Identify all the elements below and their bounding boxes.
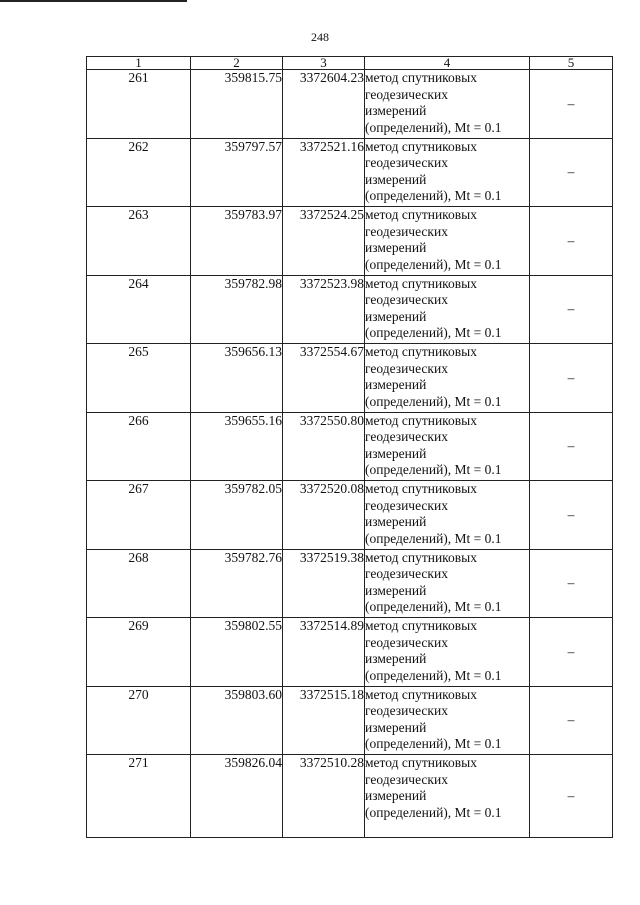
- y-coordinate-cell: 3372524.25: [283, 207, 365, 276]
- method-line: (определений), Mt = 0.1: [365, 667, 502, 683]
- x-coordinate-cell: 359826.04: [191, 755, 283, 838]
- method-line: метод спутниковых: [365, 755, 477, 770]
- x-coordinate-cell: 359815.75: [191, 70, 283, 139]
- method-cell: [365, 207, 530, 276]
- method-line: (определений), Mt = 0.1: [365, 736, 502, 751]
- x-coordinate-cell: 359656.13: [191, 344, 283, 413]
- method-line: (определений), Mt = 0.1: [365, 325, 502, 340]
- note-cell: –: [530, 686, 613, 755]
- x-coordinate-cell: 359803.60: [191, 686, 283, 755]
- table-row: [87, 686, 613, 755]
- note-cell: –: [530, 275, 613, 344]
- method-cell: [365, 70, 530, 139]
- table-row: [87, 618, 613, 687]
- point-number-cell: 270: [87, 686, 191, 755]
- method-line: измерений: [365, 171, 427, 187]
- note-cell: –: [530, 618, 613, 687]
- note-cell: –: [530, 207, 613, 276]
- point-number-cell: 267: [87, 481, 191, 550]
- note-cell: –: [530, 138, 613, 207]
- x-coordinate-cell: 359782.05: [191, 481, 283, 550]
- method-cell: [365, 481, 530, 550]
- y-coordinate-cell: 3372523.98: [283, 275, 365, 344]
- x-coordinate-cell: 359782.98: [191, 275, 283, 344]
- y-coordinate-cell: 3372554.67: [283, 344, 365, 413]
- header-col-5: 5: [530, 57, 613, 70]
- method-line: метод спутниковых: [365, 138, 477, 154]
- y-coordinate-cell: 3372550.80: [283, 412, 365, 481]
- method-cell: [365, 344, 530, 413]
- table-row: [87, 344, 613, 413]
- table-row: [87, 70, 613, 139]
- note-cell: –: [530, 481, 613, 550]
- header-col-3: 3: [283, 57, 365, 70]
- table-row: [87, 275, 613, 344]
- method-line: измерений: [365, 308, 427, 324]
- y-coordinate-cell: 3372604.23: [283, 70, 365, 139]
- y-coordinate-cell: 3372514.89: [283, 618, 365, 687]
- method-line: геодезических: [365, 360, 448, 376]
- method-line: метод спутниковых: [365, 481, 477, 496]
- method-line: (определений), Mt = 0.1: [365, 256, 502, 272]
- header-col-1: 1: [87, 57, 191, 70]
- method-line: (определений), Mt = 0.1: [365, 119, 502, 135]
- method-line: (определений), Mt = 0.1: [365, 599, 502, 614]
- note-cell: –: [530, 412, 613, 481]
- method-line: измерений: [365, 514, 427, 529]
- point-number-cell: 263: [87, 207, 191, 276]
- table-row: [87, 207, 613, 276]
- method-line: (определений), Mt = 0.1: [365, 462, 502, 477]
- method-line: геодезических: [365, 634, 448, 650]
- note-cell: –: [530, 755, 613, 838]
- point-number-cell: 269: [87, 618, 191, 687]
- method-cell: [365, 755, 530, 838]
- top-rule: [0, 0, 187, 2]
- method-line: геодезических: [365, 155, 448, 170]
- method-line: геодезических: [365, 223, 448, 239]
- point-number-cell: 265: [87, 344, 191, 413]
- point-number-cell: 268: [87, 549, 191, 618]
- method-cell: [365, 686, 530, 755]
- method-line: измерений: [365, 719, 427, 735]
- y-coordinate-cell: 3372521.16: [283, 138, 365, 207]
- point-number-cell: 261: [87, 70, 191, 139]
- method-line: измерений: [365, 582, 427, 598]
- method-cell: [365, 138, 530, 207]
- page-number: 248: [311, 30, 329, 44]
- point-number-cell: 264: [87, 275, 191, 344]
- point-number-cell: 266: [87, 412, 191, 481]
- table-row: [87, 755, 613, 838]
- method-cell: [365, 412, 530, 481]
- header-col-4: 4: [365, 57, 530, 70]
- table-body: [87, 70, 613, 838]
- header-col-2: 2: [191, 57, 283, 70]
- point-number-cell: 262: [87, 138, 191, 207]
- method-line: геодезических: [365, 86, 448, 102]
- y-coordinate-cell: 3372519.38: [283, 549, 365, 618]
- note-cell: –: [530, 344, 613, 413]
- method-line: геодезических: [365, 771, 448, 787]
- method-line: измерений: [365, 240, 427, 255]
- method-line: метод спутниковых: [365, 275, 477, 291]
- x-coordinate-cell: 359802.55: [191, 618, 283, 687]
- method-line: геодезических: [365, 429, 448, 444]
- method-line: метод спутниковых: [365, 207, 477, 222]
- x-coordinate-cell: 359655.16: [191, 412, 283, 481]
- table-header-row: [87, 57, 613, 70]
- coordinates-table: [86, 56, 613, 838]
- table-row: [87, 481, 613, 550]
- table-row: [87, 412, 613, 481]
- method-line: геодезических: [365, 497, 448, 513]
- method-line: (определений), Mt = 0.1: [365, 393, 502, 409]
- method-line: измерений: [365, 651, 427, 666]
- method-line: геодезических: [365, 292, 448, 307]
- method-line: (определений), Mt = 0.1: [365, 188, 502, 203]
- method-line: метод спутниковых: [365, 344, 477, 359]
- method-cell: [365, 549, 530, 618]
- method-line: геодезических: [365, 703, 448, 718]
- x-coordinate-cell: 359783.97: [191, 207, 283, 276]
- method-line: метод спутниковых: [365, 70, 477, 85]
- table-row: [87, 549, 613, 618]
- y-coordinate-cell: 3372515.18: [283, 686, 365, 755]
- method-line: метод спутниковых: [365, 686, 477, 702]
- method-line: геодезических: [365, 566, 448, 581]
- method-line: (определений), Mt = 0.1: [365, 804, 502, 820]
- method-cell: [365, 275, 530, 344]
- method-line: метод спутниковых: [365, 549, 477, 565]
- x-coordinate-cell: 359797.57: [191, 138, 283, 207]
- method-line: измерений: [365, 788, 427, 803]
- x-coordinate-cell: 359782.76: [191, 549, 283, 618]
- method-line: измерений: [365, 445, 427, 461]
- note-cell: –: [530, 70, 613, 139]
- method-line: метод спутниковых: [365, 412, 477, 428]
- method-cell: [365, 618, 530, 687]
- method-line: (определений), Mt = 0.1: [365, 530, 502, 546]
- note-cell: –: [530, 549, 613, 618]
- table-row: [87, 138, 613, 207]
- method-line: метод спутниковых: [365, 618, 477, 633]
- y-coordinate-cell: 3372520.08: [283, 481, 365, 550]
- method-line: измерений: [365, 377, 427, 392]
- point-number-cell: 271: [87, 755, 191, 838]
- y-coordinate-cell: 3372510.28: [283, 755, 365, 838]
- method-line: измерений: [365, 103, 427, 118]
